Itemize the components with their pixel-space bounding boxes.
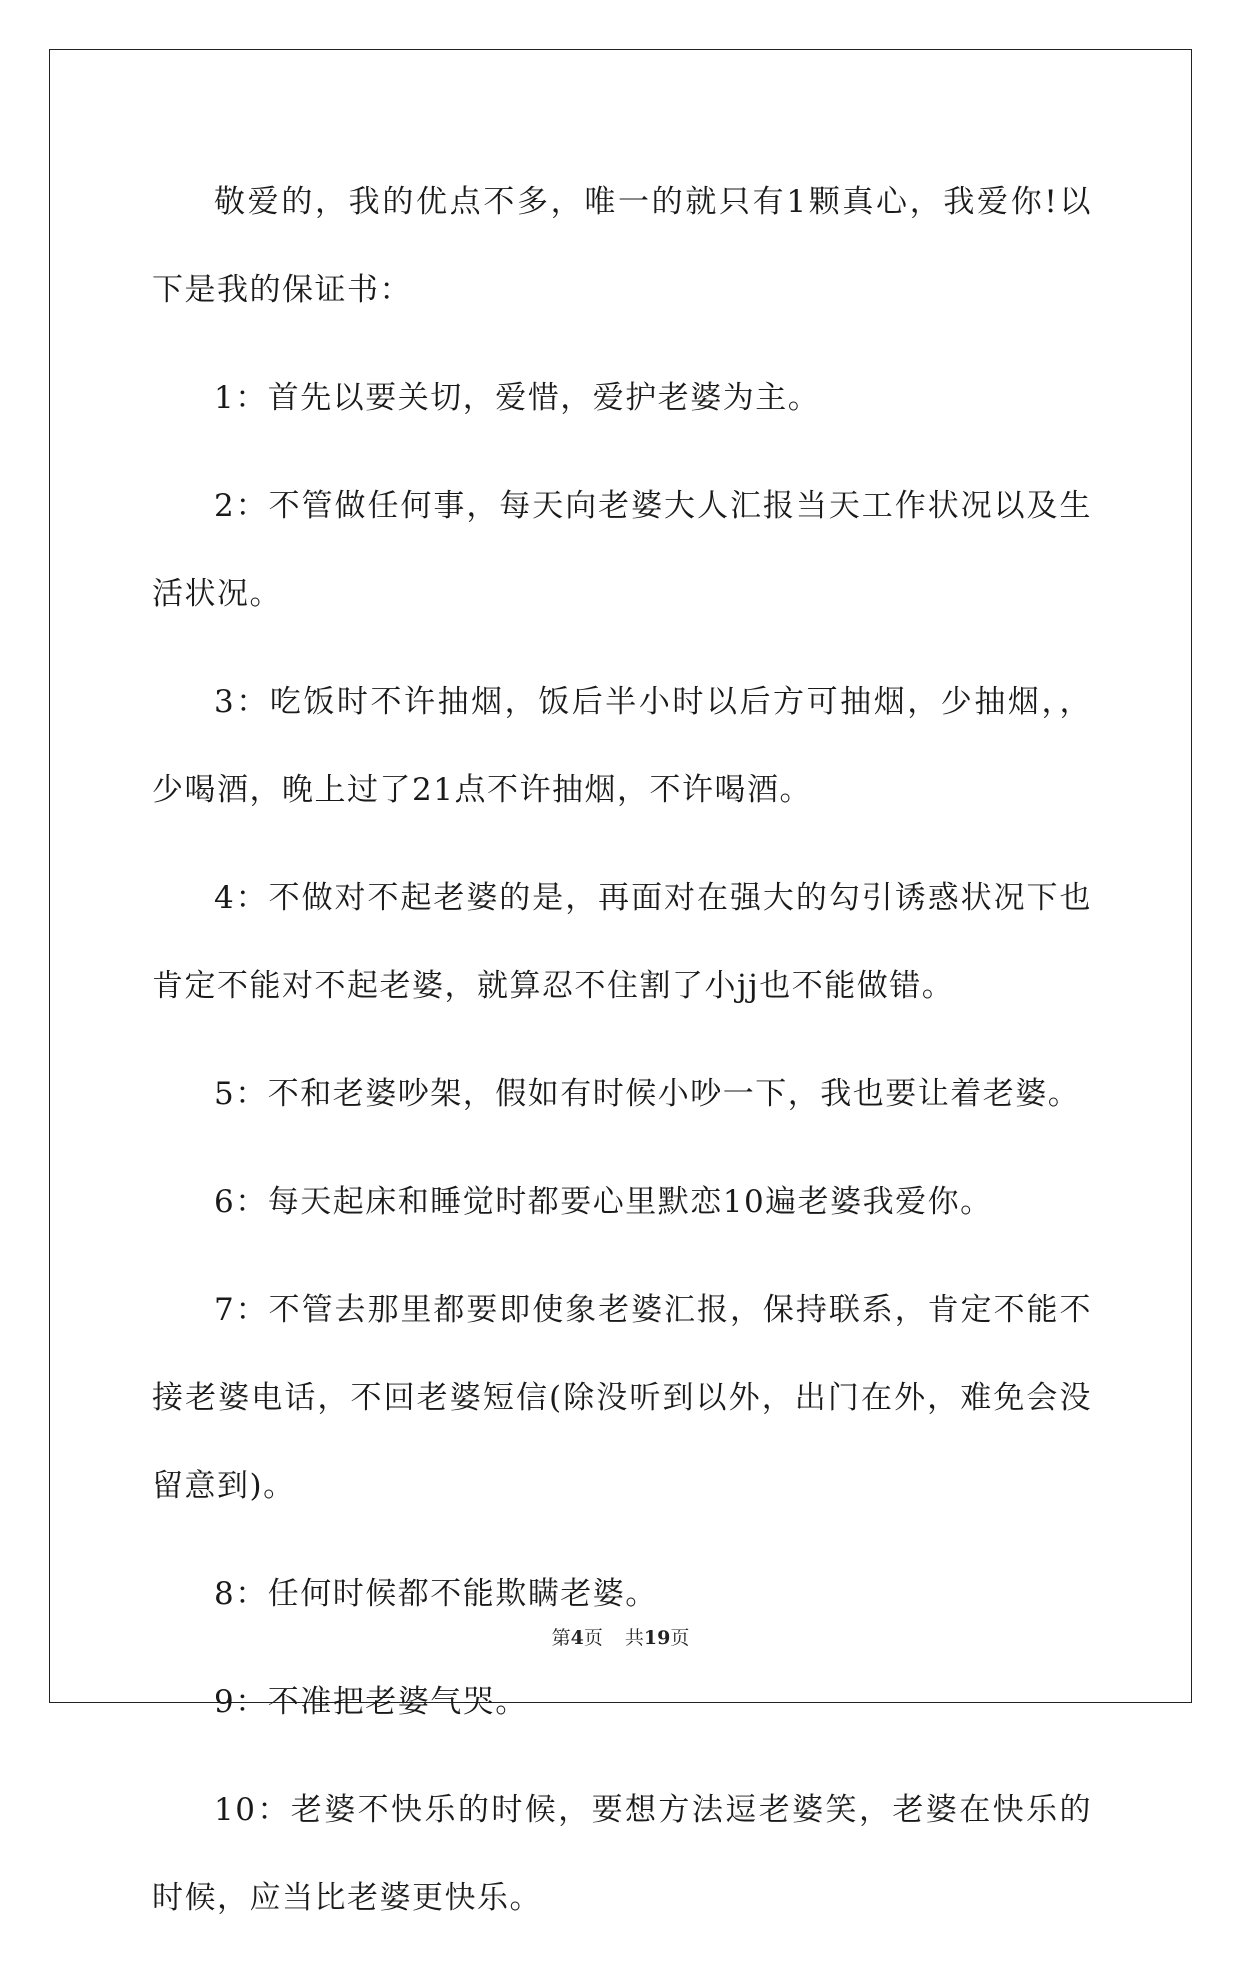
footer-total-suffix: 页 xyxy=(670,1627,690,1649)
paragraph-item-10: 10：老婆不快乐的时候，要想方法逗老婆笑，老婆在快乐的时候，应当比老婆更快乐。 xyxy=(152,1792,1092,1916)
total-pages-number: 19 xyxy=(643,1627,671,1649)
page-footer xyxy=(0,1626,1241,1650)
paragraph-item-3: 3：吃饭时不许抽烟，饭后半小时以后方可抽烟，少抽烟，，少喝酒，晚上过了21点不许抽烟，不许喝酒。 xyxy=(152,684,1092,808)
footer-total-prefix: 共 xyxy=(624,1627,644,1649)
document-body xyxy=(152,158,1092,1962)
paragraph-intro: 敬爱的，我的优点不多，唯一的就只有1颗真心，我爱你!以下是我的保证书： xyxy=(152,184,1092,308)
paragraph-item-9: 9：不准把老婆气哭。 xyxy=(214,1684,528,1720)
footer-prefix: 第 xyxy=(551,1627,571,1649)
paragraph-item-4: 4：不做对不起老婆的是，再面对在强大的勾引诱惑状况下也肯定不能对不起老婆，就算忍不住割了小jj也不能做错。 xyxy=(152,880,1092,1004)
footer-page-suffix: 页 xyxy=(583,1627,603,1649)
paragraph-item-2: 2：不管做任何事，每天向老婆大人汇报当天工作状况以及生活状况。 xyxy=(152,488,1092,612)
paragraph-item-1: 1：首先以要关切，爱惜，爱护老婆为主。 xyxy=(214,380,821,416)
paragraph-item-7: 7：不管去那里都要即使象老婆汇报，保持联系，肯定不能不接老婆电话，不回老婆短信(除没听到以外，出门在外，难免会没留意到)。 xyxy=(152,1292,1092,1504)
paragraph-item-6: 6：每天起床和睡觉时都要心里默恋10遍老婆我爱你。 xyxy=(214,1184,993,1220)
current-page-number: 4 xyxy=(570,1627,584,1649)
paragraph-item-5: 5：不和老婆吵架，假如有时候小吵一下，我也要让着老婆。 xyxy=(214,1076,1081,1112)
paragraph-item-8: 8：任何时候都不能欺瞒老婆。 xyxy=(214,1576,658,1612)
